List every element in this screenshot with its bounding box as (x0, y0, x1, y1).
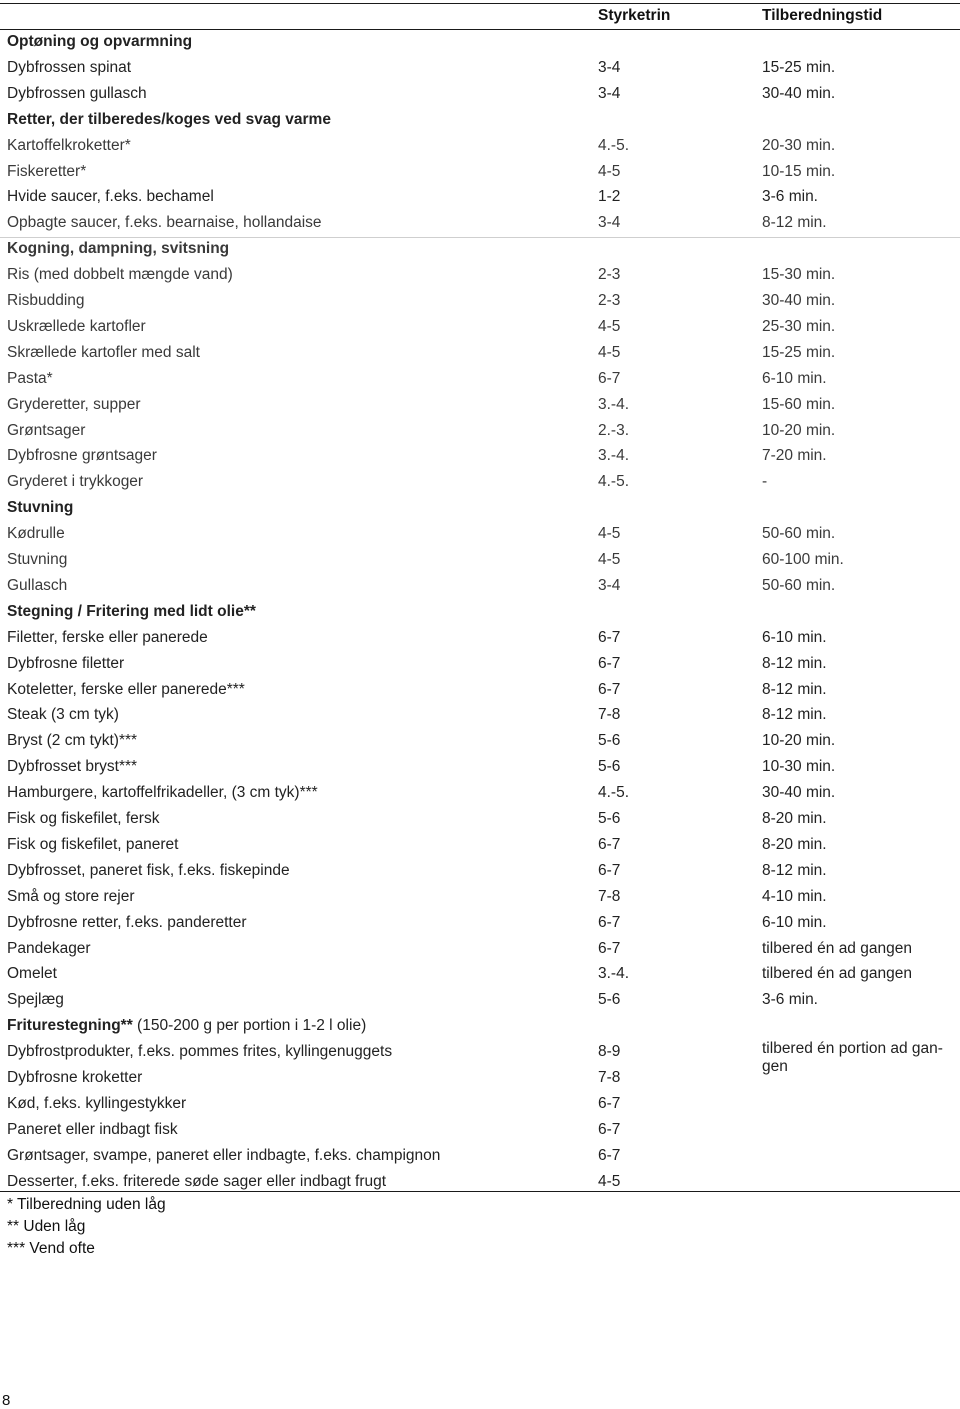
dish-name: Stuvning (7, 551, 68, 568)
table-row (0, 367, 960, 393)
dish-name: Spejlæg (7, 991, 64, 1009)
dish-name: Fiskeretter* (7, 162, 87, 180)
section-header (0, 1014, 960, 1040)
table-row (0, 833, 960, 859)
dish-name: Fisk og fiskefilet, fersk (7, 810, 160, 827)
dish-name: Koteletter, ferske eller panerede*** (7, 680, 245, 698)
table-row (0, 289, 960, 315)
page-number: 8 (2, 1392, 11, 1409)
table-row (0, 185, 960, 211)
power-level: 8-9 (598, 1043, 621, 1061)
table-row (0, 755, 960, 781)
dish-name: Gryderetter, supper (7, 395, 141, 413)
cooking-time: 4-10 min. (762, 887, 827, 905)
cooking-time: 30-40 min. (762, 784, 836, 802)
power-level: 4-5 (598, 343, 621, 361)
dish-name: Kødrulle (7, 525, 65, 543)
table-row (0, 988, 960, 1014)
dish-name: Dybfrosne retter, f.eks. panderetter (7, 913, 247, 931)
dish-name: Gullasch (7, 576, 68, 594)
dish-name: Opbagte saucer, f.eks. bearnaise, hollandaise (7, 214, 322, 232)
power-level: 6-7 (598, 913, 621, 931)
cooking-time: 50-60 min. (762, 525, 836, 543)
cooking-time: 8-20 min. (762, 835, 827, 853)
table-row (0, 652, 960, 678)
cooking-time: 8-12 min. (762, 861, 827, 879)
dish-name: Omelet (7, 965, 57, 983)
dish-name: Bryst (2 cm tykt)*** (7, 732, 138, 750)
section-title: Retter, der tilberedes/koges ved svag varme (7, 110, 331, 128)
dish-name: Dybfrosset bryst*** (7, 758, 138, 776)
cooking-time: - (762, 473, 768, 491)
column-header-level: Styrketrin (598, 7, 671, 24)
power-level: 3-4 (598, 58, 621, 76)
dish-name: Dybfrossen spinat (7, 58, 132, 76)
power-level: 2-3 (598, 266, 621, 284)
power-level: 6-7 (598, 1120, 621, 1138)
dish-name: Dybfrosne kroketter (7, 1069, 143, 1086)
cooking-time: 8-12 min. (762, 214, 827, 232)
dish-name: Steak (3 cm tyk) (7, 706, 119, 724)
dish-name: Risbudding (7, 292, 85, 309)
dish-name: Uskrællede kartofler (7, 317, 146, 335)
cooking-time: 7-20 min. (762, 447, 827, 465)
dish-name: Gryderet i trykkoger (7, 473, 144, 491)
power-level: 7-8 (598, 706, 621, 724)
section-title (7, 1017, 366, 1035)
table-row (0, 962, 960, 988)
section-header (0, 30, 960, 56)
table-row (0, 1144, 960, 1170)
table-row (0, 626, 960, 652)
cooking-time: 30-40 min. (762, 292, 836, 309)
dish-name: Pasta* (7, 369, 53, 387)
dish-name: Dybfrossen gullasch (7, 84, 147, 102)
power-level: 3-4 (598, 84, 621, 102)
power-level: 4.-5. (598, 784, 630, 802)
table-row (0, 1092, 960, 1118)
power-level: 5-6 (598, 810, 621, 827)
dish-name: Skrællede kartofler med salt (7, 343, 200, 361)
table-row (0, 1118, 960, 1144)
table-row (0, 160, 960, 186)
power-level: 6-7 (598, 369, 621, 387)
section-title-detail: (150-200 g per portion i 1-2 l olie) (132, 1017, 367, 1035)
table-row (0, 522, 960, 548)
cooking-time: 15-60 min. (762, 395, 836, 413)
cooking-time: 15-25 min. (762, 343, 836, 361)
power-level: 4-5 (598, 1172, 621, 1190)
power-level: 6-7 (598, 835, 621, 853)
cooking-time: 8-20 min. (762, 810, 827, 827)
cooking-time: tilbered én ad gangen (762, 939, 912, 957)
dish-name: Hamburgere, kartoffelfrikadeller, (3 cm tyk)*** (7, 784, 318, 802)
column-header-time: Tilberedningstid (762, 7, 883, 24)
dish-name: Grøntsager (7, 421, 86, 439)
dish-name: Pandekager (7, 939, 91, 957)
power-level: 6-7 (598, 680, 621, 698)
table-row (0, 859, 960, 885)
table-row (0, 341, 960, 367)
table-row (0, 781, 960, 807)
section-header (0, 237, 960, 263)
section-title: Kogning, dampning, svitsning (7, 240, 230, 258)
power-level: 3-4 (598, 576, 621, 594)
power-level: 3-4 (598, 214, 621, 232)
section-header (0, 108, 960, 134)
dish-name: Filetter, ferske eller panerede (7, 628, 208, 646)
power-level: 4-5 (598, 551, 621, 568)
power-level: 6-7 (598, 939, 621, 957)
table-row (0, 393, 960, 419)
cooking-time: 20-30 min. (762, 136, 836, 154)
dish-name: Fisk og fiskefilet, paneret (7, 835, 179, 853)
section-header (0, 600, 960, 626)
cooking-time: 10-20 min. (762, 421, 836, 439)
power-level: 3.-4. (598, 395, 630, 413)
table-row (0, 134, 960, 160)
table-row (0, 263, 960, 289)
power-level: 5-6 (598, 758, 621, 776)
power-level: 6-7 (598, 861, 621, 879)
section-title: Optøning og opvarmning (7, 33, 193, 50)
table-row (0, 548, 960, 574)
table-row (0, 729, 960, 755)
cooking-time: 10-30 min. (762, 758, 836, 776)
cooking-time: 15-25 min. (762, 58, 836, 76)
cooking-time: 15-30 min. (762, 266, 836, 284)
power-level: 4.-5. (598, 136, 630, 154)
power-level: 1-2 (598, 188, 621, 206)
cooking-time: 8-12 min. (762, 706, 827, 724)
cooking-time: 10-20 min. (762, 732, 836, 750)
dish-name: Dybfrostprodukter, f.eks. pommes frites, kyllingenuggets (7, 1043, 393, 1061)
footnote-2: ** Uden låg (7, 1218, 86, 1235)
section-header (0, 496, 960, 522)
power-level: 6-7 (598, 1146, 621, 1164)
power-level: 6-7 (598, 654, 621, 672)
table-row (0, 678, 960, 704)
table-row (0, 1170, 960, 1196)
cooking-time: 3-6 min. (762, 188, 818, 206)
cooking-time: 6-10 min. (762, 369, 827, 387)
frituring-time-note: tilbered én portion ad gan-gen (762, 1040, 943, 1075)
table-row (0, 82, 960, 108)
power-level: 7-8 (598, 1069, 621, 1086)
table-row (0, 56, 960, 82)
dish-name: Kartoffelkroketter* (7, 136, 131, 154)
power-level: 4-5 (598, 317, 621, 335)
table-row (0, 315, 960, 341)
table-row (0, 937, 960, 963)
cooking-time: 8-12 min. (762, 680, 827, 698)
power-level: 4.-5. (598, 473, 630, 491)
table-row (0, 211, 960, 237)
dish-name: Dybfrosset, paneret fisk, f.eks. fiskepinde (7, 861, 290, 879)
cooking-time: 50-60 min. (762, 576, 836, 594)
table-row (0, 419, 960, 445)
section-title-bold: Friturestegning** (7, 1017, 133, 1035)
footnote-1: * Tilberedning uden låg (7, 1196, 166, 1213)
cooking-time: 10-15 min. (762, 162, 836, 180)
power-level: 2.-3. (598, 421, 630, 439)
cooking-time: 6-10 min. (762, 913, 827, 931)
power-level: 3.-4. (598, 965, 630, 983)
power-level: 4-5 (598, 162, 621, 180)
footnote-3: *** Vend ofte (7, 1240, 95, 1257)
cooking-time: tilbered én ad gangen (762, 965, 912, 983)
dish-name: Kød, f.eks. kyllingestykker (7, 1094, 187, 1112)
table-row (0, 885, 960, 911)
power-level: 4-5 (598, 525, 621, 543)
power-level: 5-6 (598, 991, 621, 1009)
dish-name: Paneret eller indbagt fisk (7, 1120, 178, 1138)
dish-name: Dybfrosne filetter (7, 654, 125, 672)
top-rule (0, 3, 960, 4)
cooking-time: 30-40 min. (762, 84, 836, 102)
power-level: 7-8 (598, 887, 621, 905)
table-row (0, 911, 960, 937)
table-row (0, 470, 960, 496)
section-title: Stuvning (7, 499, 74, 517)
dish-name: Dybfrosne grøntsager (7, 447, 157, 465)
power-level: 5-6 (598, 732, 621, 750)
dish-name: Desserter, f.eks. friterede søde sager eller indbagt frugt (7, 1172, 387, 1190)
power-level: 6-7 (598, 1094, 621, 1112)
cooking-time: 3-6 min. (762, 991, 818, 1009)
dish-name: Små og store rejer (7, 887, 135, 905)
power-level: 6-7 (598, 628, 621, 646)
cooking-time: 60-100 min. (762, 551, 844, 568)
power-level: 2-3 (598, 292, 621, 309)
cooking-time: 8-12 min. (762, 654, 827, 672)
dish-name: Hvide saucer, f.eks. bechamel (7, 188, 214, 206)
section-title: Stegning / Fritering med lidt olie** (7, 602, 256, 620)
table-row (0, 703, 960, 729)
table-row (0, 444, 960, 470)
power-level: 3.-4. (598, 447, 630, 465)
dish-name: Ris (med dobbelt mængde vand) (7, 266, 233, 284)
dish-name: Grøntsager, svampe, paneret eller indbagte, f.eks. champignon (7, 1146, 441, 1164)
table-row (0, 807, 960, 833)
cooking-time: 25-30 min. (762, 317, 836, 335)
table-row (0, 574, 960, 600)
cooking-time: 6-10 min. (762, 628, 827, 646)
